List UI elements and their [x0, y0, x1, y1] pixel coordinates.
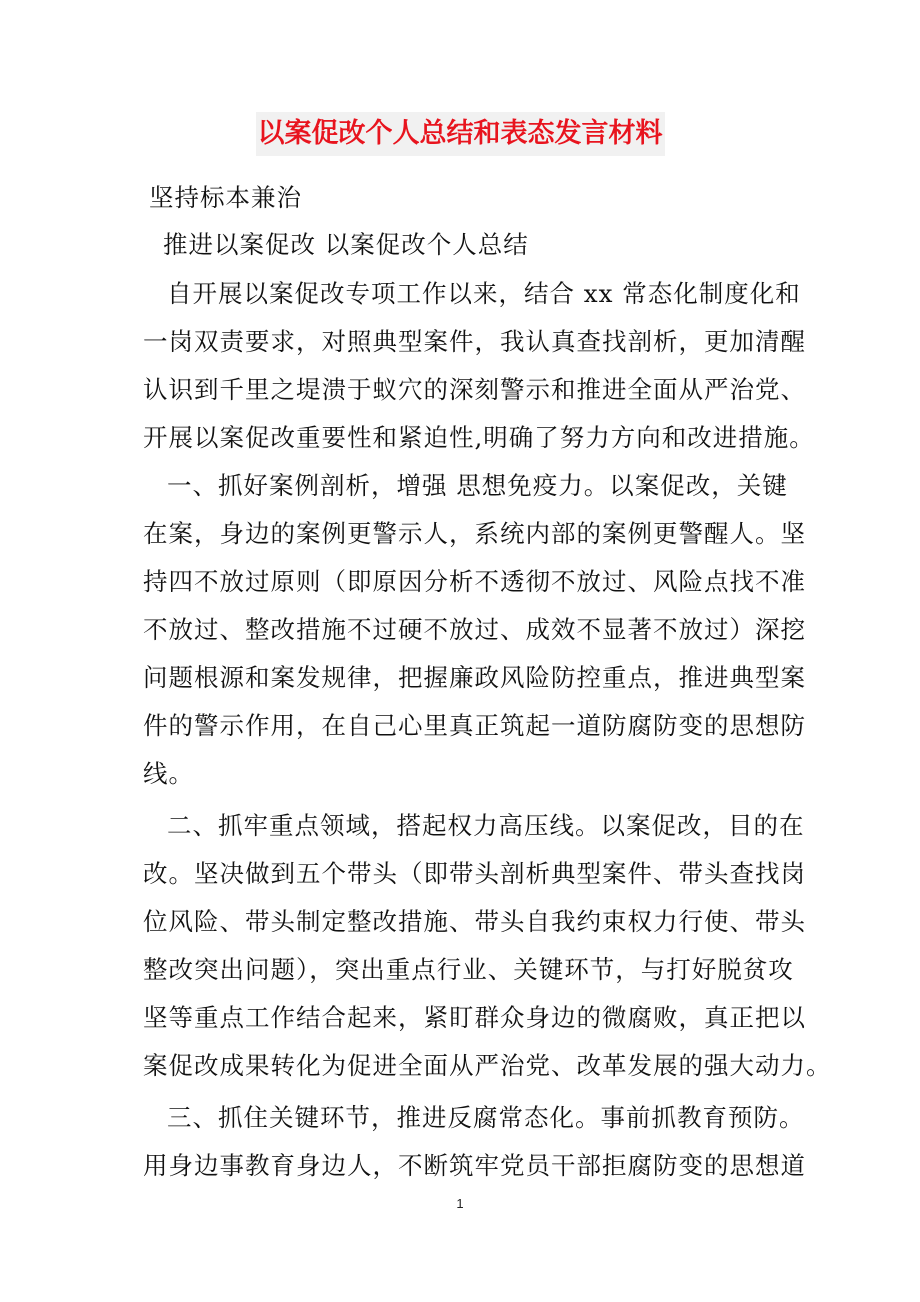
paragraph-line: 一岗双责要求，对照典型案件，我认真查找剖析，更加清醒	[143, 327, 806, 356]
paragraph-line: 位风险、带头制定整改措施、带头自我约束权力行使、带头	[143, 907, 806, 936]
paragraph-line: 二、抓牢重点领域，搭起权力高压线。以案促改，目的在	[167, 811, 805, 840]
paragraph-line: 用身边事教育身边人，不断筑牢党员干部拒腐防变的思想道	[143, 1151, 806, 1180]
paragraph-line: 认识到千里之堤溃于蚁穴的深刻警示和推进全面从严治党、	[143, 375, 806, 404]
paragraph-line: 坚等重点工作结合起来，紧盯群众身边的微腐败，真正把以	[143, 1003, 806, 1032]
paragraph-line: 线。	[143, 759, 194, 788]
heading-line-2: 推进以案促改 以案促改个人总结	[163, 230, 529, 259]
paragraph-line: 改。坚决做到五个带头（即带头剖析典型案件、带头查找岗	[143, 859, 806, 888]
paragraph-line: 问题根源和案发规律，把握廉政风险防控重点，推进典型案	[143, 663, 806, 692]
document-title: 以案促改个人总结和表态发言材料	[256, 112, 665, 156]
paragraph-line: 开展以案促改重要性和紧迫性,明确了努力方向和改进措施。	[143, 423, 815, 452]
paragraph-line: 在案，身边的案例更警示人，系统内部的案例更警醒人。坚	[143, 519, 806, 548]
paragraph-line: 自开展以案促改专项工作以来，结合 xx 常态化制度化和	[167, 279, 801, 308]
paragraph-line: 持四不放过原则（即原因分析不透彻不放过、风险点找不准	[143, 567, 806, 596]
paragraph-line: 件的警示作用，在自己心里真正筑起一道防腐防变的思想防	[143, 711, 806, 740]
title-container	[0, 112, 920, 156]
paragraph-line: 整改突出问题），突出重点行业、关键环节，与打好脱贫攻	[143, 955, 794, 984]
heading-line-1: 坚持标本兼治	[149, 183, 302, 212]
paragraph-line: 案促改成果转化为促进全面从严治党、改革发展的强大动力。	[143, 1051, 832, 1080]
paragraph-line: 一、抓好案例剖析，增强 思想免疫力。以案促改，关键	[167, 471, 788, 500]
paragraph-line: 不放过、整改措施不过硬不放过、成效不显著不放过）深挖	[143, 615, 806, 644]
page-number: 1	[456, 1196, 464, 1211]
paragraph-line: 三、抓住关键环节，推进反腐常态化。事前抓教育预防。	[167, 1103, 805, 1132]
